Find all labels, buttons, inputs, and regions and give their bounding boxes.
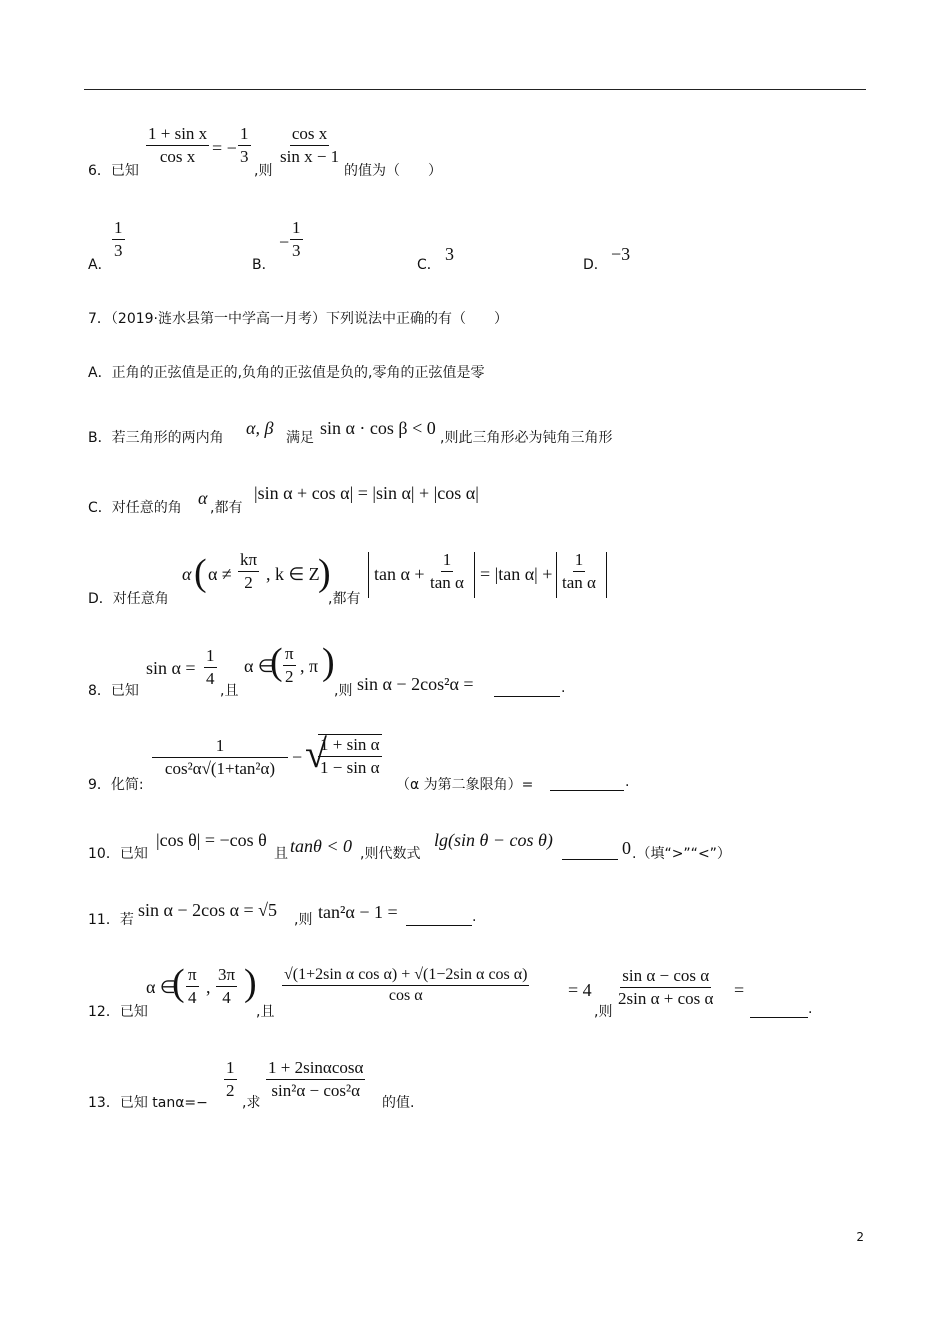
q8-expr: sin α − 2cos²α = [357,674,474,694]
q6-option-d-label: D． [583,257,608,273]
q12-rparen: ) [244,962,257,1004]
q6-frac3: $\frac{\text{cos x}}{\text{sin x − 1}}$ [280,124,340,166]
q6-option-c-value: 3 [445,244,454,264]
q11-answer-blank[interactable] [406,909,472,926]
q13-number: 13．已知 tanα=− [88,1095,208,1111]
q7-option-d-abs2-left [556,552,557,598]
q6-option-c-label: C． [417,257,441,273]
q6-option-b-label: B． [252,257,276,273]
q7-stem: 7．（2019·涟水县第一中学高一月考）下列说法中正确的有（ ） [88,311,508,327]
q7-option-d-abs-right [474,552,475,598]
q10-zero: 0 [622,838,631,858]
q6-option-b-frac: $\frac{1}{3}$ [292,218,301,260]
q10-number: 10．已知 [88,846,148,862]
q9-number: 9．化简: [88,777,144,793]
q8-end: . [561,680,566,696]
q6-then: ,则 [254,163,273,179]
q7-option-b-mid: 满足 [286,430,314,446]
q12-bigfrac: $\frac{\text{√(1+2sin α cos α) + √(1−2sin α cos α)}}{\text{cos α}}$ [284,966,528,1005]
q13-hfrac: $\frac{1}{2}$ [226,1058,235,1100]
q9-frac1: $\frac{1}{\text{cos²α√(1+tan²α)}}$ [152,736,288,778]
q6-option-a-label: A． [88,257,112,273]
q6-option-d-value: −3 [611,244,631,264]
q7-option-d-frac1: $\frac{1}{\text{tan α}}$ [430,550,464,592]
q11-expr: sin α − 2cos α = √5 [138,900,278,920]
q12-answer-blank[interactable] [750,1001,808,1018]
q8-rparen: ) [322,641,335,683]
q6-option-a-frac: $\frac{1}{3}$ [114,218,123,260]
q7-option-d-abs2-right [606,552,607,598]
q7-option-b-expr: sin α · cos β < 0 [320,418,436,438]
q7-option-d-alpha: α [182,564,192,584]
q8-sin: sin α = [146,658,196,678]
q11-end: . [472,909,477,925]
q7-option-c-prefix: C．对任意的角 [88,500,182,516]
page-number: 2 [856,1230,864,1244]
q12-in: α ∈ [146,977,176,997]
q8-frac: $\frac{1}{4}$ [206,646,215,688]
q6-eq: = − [212,138,237,158]
q7-option-d-mid: ,都有 [328,591,361,607]
q7-option-a: A．正角的正弦值是正的,负角的正弦值是负的,零角的正弦值是零 [88,365,485,381]
q7-option-d-lparen: ( [194,552,207,594]
q12-afrac: $\frac{\pi}{4}$ [188,965,197,1007]
q12-end: . [808,1001,813,1017]
q7-option-d-rparen: ) [318,552,331,594]
q7-option-d-tan: tan α + [374,564,425,584]
q8-pifrac: $\frac{\pi}{2}$ [285,644,294,686]
q6-number: 6．已知 [88,163,139,179]
q6-frac1: $\frac{\text{1 + sin x}}{\text{cos x}}$ [148,124,208,166]
q8-pi: , π [300,656,319,676]
q12-then: ,则 [594,1004,613,1020]
q9-rfrac: $\frac{\text{1 + sin α}}{\text{1 − sin α}}$ [320,735,380,777]
q9-end: . [625,774,630,790]
q9-note: （α 为第二象限角）= [396,777,534,793]
q12-bfrac: $\frac{3\pi}{4}$ [218,965,236,1007]
q6-frac2: $\frac{1}{3}$ [240,124,249,166]
q7-option-b-tail: ,则此三角形必为钝角三角形 [440,430,613,446]
q8-then: ,则 [334,683,353,699]
q10-tail: .（填“>”“<”） [632,846,731,862]
q7-option-d-neq: α ≠ [208,564,232,584]
q6-option-b-sign: − [279,232,290,252]
q7-option-d-kfrac: $\frac{k\pi}{2}$ [240,550,258,592]
q8-answer-blank[interactable] [494,680,560,697]
q10-then: ,则代数式 [360,846,421,862]
q12-comma: , [206,977,211,997]
q7-option-c-expr: |sin α + cos α| = |sin α| + |cos α| [254,483,479,503]
q6-tail: 的值为（ ） [344,163,442,179]
q9-radical: √ [305,731,327,776]
q7-option-b-angles: α, β [246,418,274,438]
q8-and: ,且 [220,683,239,699]
q9-minus: − [292,747,303,767]
q7-option-c-mid: ,都有 [210,500,243,516]
q13-frac: $\frac{1 + 2\sin\alpha\cos\alpha}{\text{sin²α − cos²α}}$ [268,1058,364,1100]
q11-expr2: tan²α − 1 = [318,902,398,922]
q7-option-b-prefix: B．若三角形的两内角 [88,430,224,446]
q7-option-c-alpha: α [198,488,208,508]
q7-option-d-frac2: $\frac{1}{\text{tan α}}$ [562,550,596,592]
q7-option-d-kz: , k ∈ Z [266,564,320,584]
q10-answer-blank[interactable] [562,843,618,860]
q10-expr3: lg(sin θ − cos θ) [434,830,553,850]
q13-tail: 的值. [382,1095,415,1111]
q12-eq4: = 4 [568,980,592,1000]
q10-expr1: |cos θ| = −cos θ [156,830,267,850]
q8-number: 8．已知 [88,683,139,699]
q12-lparen: ( [172,962,185,1004]
q7-option-d-eq: = |tan α| + [480,564,553,584]
q10-expr2: tanθ < 0 [290,836,352,856]
q13-ask: ,求 [242,1095,261,1111]
q9-answer-blank[interactable] [550,774,624,791]
header-rule [84,89,866,90]
q8-lparen: ( [270,641,283,683]
q7-option-d-prefix: D．对任意角 [88,591,169,607]
q11-number: 11．若 [88,912,134,928]
q7-option-d-abs-left [368,552,369,598]
q8-in: α ∈ [244,656,274,676]
q11-then: ,则 [294,912,313,928]
q12-eq: = [734,980,745,1000]
q12-rfrac: $\frac{\text{sin α − cos α}}{\text{2sin α + cos α}}$ [618,966,714,1008]
q10-and: 且 [274,846,288,862]
q12-number: 12．已知 [88,1004,148,1020]
q12-and: ,且 [256,1004,275,1020]
